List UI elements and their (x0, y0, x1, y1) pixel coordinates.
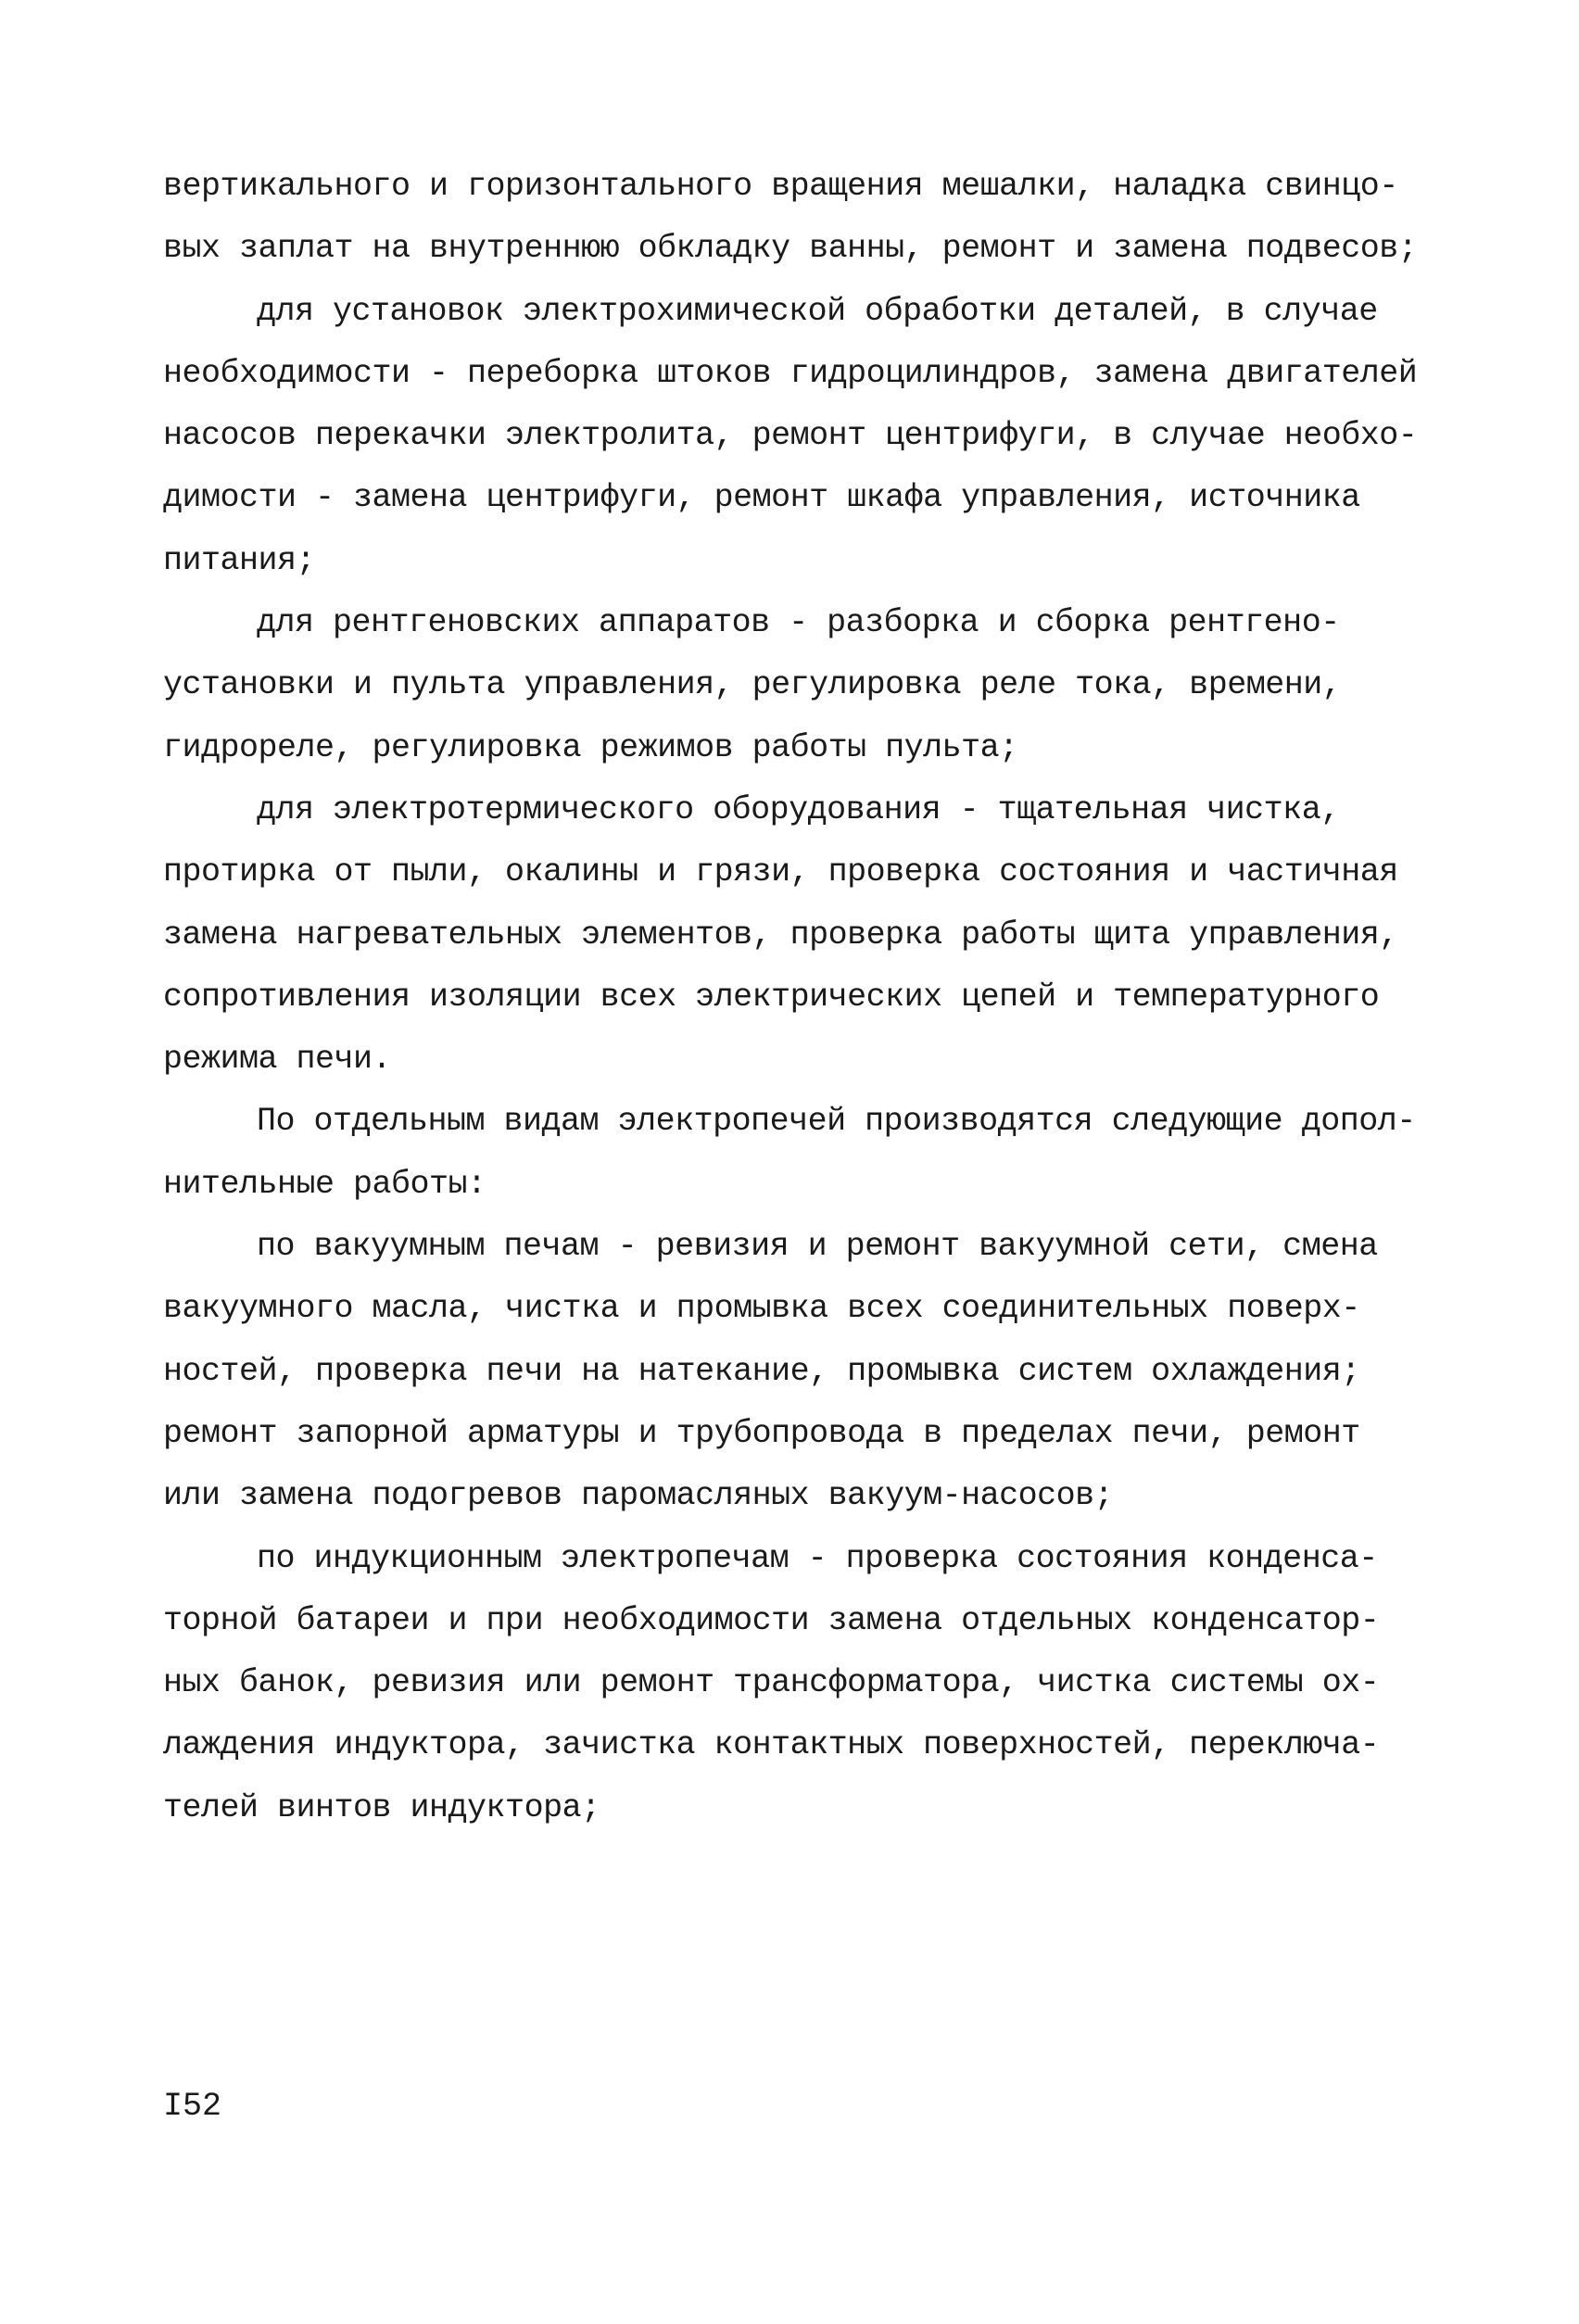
text-line: вакуумного масла, чистка и промывка всех соединительных поверх- (163, 1290, 1360, 1328)
paragraph-first-line: для рентгеновских аппаратов - разборка и сборка рентгено- (257, 604, 1340, 642)
text-line: гидрореле, регулировка режимов работы пульта; (163, 728, 1018, 766)
paragraph-first-line: По отдельным видам электропечей производятся следующие допол- (257, 1103, 1416, 1141)
text-line: ностей, проверка печи на натекание, промывка систем охлаждения; (163, 1352, 1360, 1390)
text-line: ремонт запорной арматуры и трубопровода в пределах печи, ремонт (163, 1414, 1360, 1452)
text-line: ных банок, ревизия или ремонт трансформатора, чистка системы ох- (163, 1664, 1380, 1702)
text-line: необходимости - переборка штоков гидроцилиндров, замена двигателей (163, 354, 1418, 392)
text-line: димости - замена центрифуги, ремонт шкафа управления, источника (163, 479, 1360, 517)
page-number: I52 (163, 2088, 222, 2125)
text-line: нительные работы: (163, 1165, 486, 1203)
text-line: режима печи. (163, 1041, 392, 1079)
text-line: вых заплат на внутреннюю обкладку ванны, ремонт и замена подвесов; (163, 230, 1418, 268)
text-line: торной батареи и при необходимости замена отдельных конденсатор- (163, 1601, 1380, 1639)
text-line: вертикального и горизонтального вращения мешалки, наладка свинцо- (163, 168, 1398, 205)
paragraph-first-line: для установок электрохимической обработки деталей, в случае (257, 292, 1378, 330)
text-line: насосов перекачки электролита, ремонт центрифуги, в случае необхо- (163, 417, 1418, 455)
paragraph-first-line: для электротермического оборудования - тщательная чистка, (257, 790, 1340, 828)
text-line: установки и пульта управления, регулировка реле тока, времени, (163, 666, 1342, 704)
text-line: телей винтов индуктора; (163, 1788, 600, 1826)
body-text (163, 156, 1460, 1839)
text-line: лаждения индуктора, зачистка контактных поверхностей, переключа- (163, 1726, 1380, 1764)
text-line: сопротивления изоляции всех электрических цепей и температурного (163, 978, 1380, 1016)
text-line: питания; (163, 541, 316, 579)
text-line: протирка от пыли, окалины и грязи, проверка состояния и частичная (163, 853, 1398, 891)
text-line: или замена подогревов паромасляных вакуум-насосов; (163, 1477, 1114, 1515)
paragraph-first-line: по индукционным электропечам - проверка состояния конденса- (257, 1539, 1378, 1577)
paragraph-first-line: по вакуумным печам - ревизия и ремонт вакуумной сети, смена (257, 1228, 1378, 1266)
text-line: замена нагревательных элементов, проверка работы щита управления, (163, 916, 1398, 954)
